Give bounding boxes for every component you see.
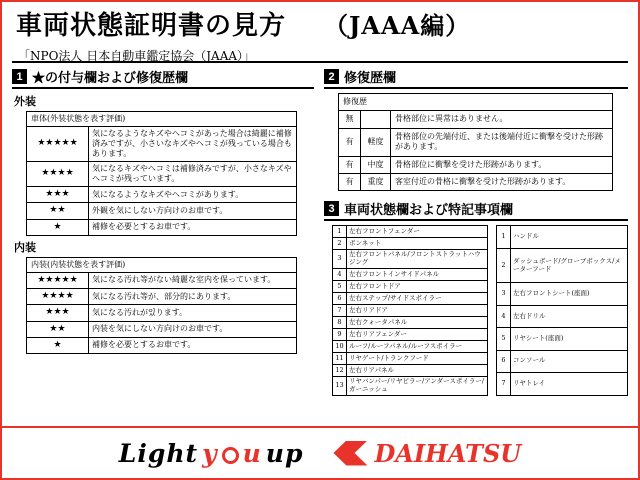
table-row bbox=[339, 111, 613, 128]
list-item bbox=[497, 283, 628, 305]
part-number: 7 bbox=[333, 304, 347, 316]
part-name: 左右ドリル bbox=[511, 305, 628, 327]
page-title-suffix: （JAAA編） bbox=[324, 11, 471, 40]
rating-desc: 内装を気にしない方向けのお車です。 bbox=[89, 321, 297, 337]
part-name: 左右フロントシート(座面) bbox=[511, 283, 628, 305]
rating-desc: 気になるようなキズやヘコミがあります。 bbox=[89, 187, 297, 203]
list-item bbox=[333, 304, 488, 316]
slogan bbox=[119, 439, 304, 468]
brand-name: DAIHATSU bbox=[374, 438, 522, 468]
part-number: 10 bbox=[333, 340, 347, 352]
list-item bbox=[333, 316, 488, 328]
rating-stars: ★★★★ bbox=[27, 289, 89, 305]
part-name: コンソール bbox=[511, 350, 628, 372]
part-name: リヤバンパー/リヤピラー/アンダースポイラー/ガーニッシュ bbox=[347, 376, 488, 395]
section-1-title: ★の付与欄および修復歴欄 bbox=[32, 71, 189, 86]
brand-logo bbox=[333, 439, 521, 468]
slogan-y: y bbox=[202, 438, 218, 468]
list-item bbox=[333, 352, 488, 364]
part-name: 左右フロントドア bbox=[347, 280, 488, 292]
document-body bbox=[2, 63, 638, 396]
parts-tables-wrapper bbox=[332, 225, 628, 395]
part-number: 7 bbox=[497, 373, 511, 395]
organization-line: 「NPO法人 日本自動車鑑定協会（JAAA）」 bbox=[18, 49, 256, 63]
list-item bbox=[333, 292, 488, 304]
slogan-light: Light bbox=[118, 438, 199, 468]
list-item bbox=[333, 328, 488, 340]
rating-desc: 気になるようなキズやヘコミがあった場合は綺麗に補修済みですが、小さいなキズやヘコミが残っている場合もあります。 bbox=[89, 127, 297, 162]
slogan-up: up bbox=[265, 438, 304, 468]
part-number: 11 bbox=[333, 352, 347, 364]
rating-desc: 補修を必要とするお車です。 bbox=[89, 337, 297, 353]
document-footer bbox=[2, 426, 638, 478]
interior-table-header: 内装(内装状態を表す評価) bbox=[27, 257, 297, 272]
part-number: 8 bbox=[333, 316, 347, 328]
table-row bbox=[339, 156, 613, 173]
slogan-u: u bbox=[242, 438, 262, 468]
part-number: 1 bbox=[497, 226, 511, 248]
section-3-number: 3 bbox=[324, 201, 339, 216]
part-number: 9 bbox=[333, 328, 347, 340]
repair-mark: 有 bbox=[339, 156, 361, 173]
list-item bbox=[333, 268, 488, 280]
part-name: 左右クォータパネル bbox=[347, 316, 488, 328]
section-3-header bbox=[324, 199, 628, 221]
table-row bbox=[27, 112, 297, 127]
table-row bbox=[27, 321, 297, 337]
part-number: 12 bbox=[333, 364, 347, 376]
part-number: 3 bbox=[333, 250, 347, 269]
rating-stars: ★★★★★ bbox=[27, 127, 89, 162]
interior-group-label: 内装 bbox=[14, 240, 36, 254]
interior-rating-table bbox=[26, 257, 297, 354]
title-row bbox=[16, 6, 624, 41]
rating-stars: ★★★★★ bbox=[27, 272, 89, 288]
section-1-header bbox=[12, 67, 314, 89]
list-item bbox=[497, 328, 628, 350]
table-row bbox=[27, 127, 297, 162]
rating-stars: ★★★ bbox=[27, 305, 89, 321]
slogan-o-ring-icon bbox=[222, 447, 239, 464]
part-number: 6 bbox=[497, 350, 511, 372]
table-row bbox=[339, 173, 613, 190]
list-item bbox=[497, 373, 628, 395]
part-name: ハンドル bbox=[511, 226, 628, 248]
part-name: 左右フロントインサイドパネル bbox=[347, 268, 488, 280]
part-name: 左右フロントパネル/フロントストラットハウジング bbox=[347, 250, 488, 269]
part-number: 5 bbox=[497, 328, 511, 350]
rating-desc: 気になる汚れが있ります。 bbox=[89, 305, 297, 321]
section-2-header bbox=[324, 67, 628, 89]
table-row bbox=[27, 203, 297, 219]
list-item bbox=[333, 226, 488, 238]
part-number: 2 bbox=[333, 238, 347, 250]
repair-level: 中度 bbox=[361, 156, 391, 173]
repair-desc: 客室付近の骨格に衝撃を受けた形跡があります。 bbox=[391, 173, 613, 190]
exterior-rating-table bbox=[26, 111, 297, 236]
table-row bbox=[27, 272, 297, 288]
list-item bbox=[333, 364, 488, 376]
table-row bbox=[339, 128, 613, 156]
rating-stars: ★★★ bbox=[27, 187, 89, 203]
exterior-table-header: 車体(外装状態を表す評価) bbox=[27, 112, 297, 127]
rating-stars: ★ bbox=[27, 219, 89, 235]
part-number: 4 bbox=[497, 305, 511, 327]
repair-mark: 有 bbox=[339, 173, 361, 190]
document-header bbox=[2, 2, 638, 63]
repair-history-table bbox=[338, 93, 613, 191]
repair-mark: 有 bbox=[339, 128, 361, 156]
part-name: リヤトレイ bbox=[511, 373, 628, 395]
part-name: 左右リアフェンダー bbox=[347, 328, 488, 340]
table-row bbox=[27, 162, 297, 187]
daihatsu-mark-icon bbox=[333, 441, 367, 466]
part-number: 3 bbox=[497, 283, 511, 305]
repair-table-header: 修復歴 bbox=[339, 94, 613, 111]
table-row bbox=[27, 289, 297, 305]
left-column bbox=[12, 67, 314, 396]
rating-desc: 外観を気にしない方向けのお車です。 bbox=[89, 203, 297, 219]
table-row bbox=[27, 337, 297, 353]
part-name: ダッシュボード/グローブボックス/メーターフード bbox=[511, 248, 628, 283]
rating-stars: ★★ bbox=[27, 321, 89, 337]
section-1-number: 1 bbox=[12, 69, 27, 84]
part-number: 2 bbox=[497, 248, 511, 283]
list-item bbox=[497, 350, 628, 372]
table-row bbox=[339, 94, 613, 111]
exterior-parts-table bbox=[332, 225, 488, 395]
repair-level bbox=[361, 111, 391, 128]
exterior-group-label: 外装 bbox=[14, 95, 36, 108]
table-row bbox=[27, 219, 297, 235]
part-number: 13 bbox=[333, 376, 347, 395]
rating-desc: 気になるキズやヘコミは補修済みですが、小さなキズやヘコミが残っています。 bbox=[89, 162, 297, 187]
section-2-number: 2 bbox=[324, 69, 339, 84]
part-name: 左右ステップ/サイドスポイラー bbox=[347, 292, 488, 304]
list-item bbox=[333, 238, 488, 250]
repair-mark: 無 bbox=[339, 111, 361, 128]
table-row bbox=[27, 257, 297, 272]
part-name: 左右フロントフェンダー bbox=[347, 226, 488, 238]
rating-stars: ★★ bbox=[27, 203, 89, 219]
page-title: 車両状態証明書の見方 bbox=[16, 11, 287, 42]
rating-desc: 気になる汚れ等がない綺麗な室内を保っています。 bbox=[89, 272, 297, 288]
list-item bbox=[333, 280, 488, 292]
repair-desc: 骨格部位に異常はありません。 bbox=[391, 111, 613, 128]
table-row bbox=[27, 305, 297, 321]
part-name: 左右リアパネル bbox=[347, 364, 488, 376]
rating-desc: 補修を必要とするお車です。 bbox=[89, 219, 297, 235]
part-name: 左右リアドア bbox=[347, 304, 488, 316]
repair-level: 軽度 bbox=[361, 128, 391, 156]
part-name: リヤゲート/トランクフード bbox=[347, 352, 488, 364]
list-item bbox=[497, 248, 628, 283]
list-item bbox=[497, 305, 628, 327]
list-item bbox=[333, 376, 488, 395]
list-item bbox=[333, 250, 488, 269]
rating-stars: ★★★★ bbox=[27, 162, 89, 187]
part-number: 5 bbox=[333, 280, 347, 292]
list-item bbox=[497, 226, 628, 248]
interior-parts-table bbox=[496, 225, 628, 395]
right-column bbox=[324, 67, 628, 396]
table-row bbox=[27, 187, 297, 203]
repair-desc: 骨格部位に衝撃を受けた形跡があります。 bbox=[391, 156, 613, 173]
rating-stars: ★ bbox=[27, 337, 89, 353]
repair-level: 重度 bbox=[361, 173, 391, 190]
repair-desc: 骨格部位の先端付近、または後端付近に衝撃を受けた形跡があります。 bbox=[391, 128, 613, 156]
rating-desc: 気になる汚れ等が、部分的にあります。 bbox=[89, 289, 297, 305]
part-name: リヤシート(座面) bbox=[511, 328, 628, 350]
part-name: ボンネット bbox=[347, 238, 488, 250]
list-item bbox=[333, 340, 488, 352]
section-2-title: 修復歴欄 bbox=[344, 71, 397, 86]
part-number: 1 bbox=[333, 226, 347, 238]
section-3-title: 車両状態欄および特記事項欄 bbox=[344, 203, 514, 219]
part-number: 6 bbox=[333, 292, 347, 304]
part-number: 4 bbox=[333, 268, 347, 280]
part-name: ルーフ/ルーフパネル/ルーフスポイラー bbox=[347, 340, 488, 352]
